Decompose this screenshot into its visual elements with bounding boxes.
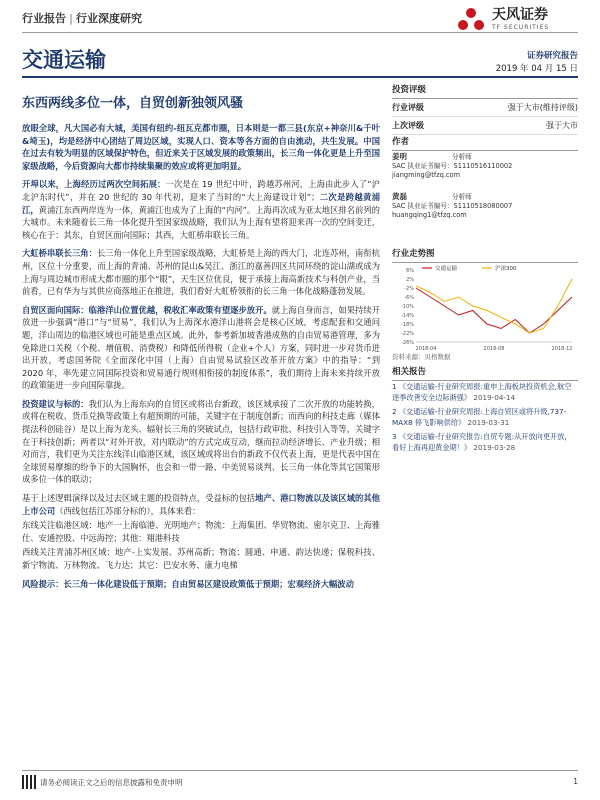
x-tick-label: 2018-08 xyxy=(483,346,505,352)
analyst-name: 姜明 xyxy=(392,152,407,161)
y-tick-label: -10% xyxy=(401,304,414,310)
trend-heading: 行业走势图 xyxy=(392,244,578,263)
title-rule xyxy=(22,76,578,78)
page-title: 交通运输 xyxy=(22,48,106,72)
trend-block xyxy=(392,244,578,263)
summary-text: 放眼全球，凡大国必有大城，美国有纽约-纽瓦克都市圈，日本则是一都三县(东京+神奈川&千叶&埼玉)，均是经济中心团结了周边区域，实现人口、资本等各方面的自由流动，共生发展。中国在过去有较为明显的区域保护特色，但近来关于区域发展的政策频出，长三角一体化更是上升至国家级战略，今后资源向大都市持续集聚的效应或将更加明显。 xyxy=(22,123,380,171)
analysts-block xyxy=(392,132,578,151)
related-title[interactable]: 1 《交通运输-行业研究周报:重申上海板块投资机会,航空逐季改善安全边际渐强》 xyxy=(392,382,572,402)
related-date: 2019-03-31 xyxy=(467,417,510,427)
related-date: 2019-03-28 xyxy=(473,442,516,452)
analyst-2 xyxy=(392,192,578,220)
legend-label: 交通运输 xyxy=(435,266,458,272)
paragraph-risk xyxy=(22,578,380,591)
disclaimer-text: 请务必阅读正文之后的信息披露和免责申明 xyxy=(40,778,183,787)
targets-east: 东线关注临港区域：地产一上海临港、光明地产；物流：上海集团、华贸物流、密尔克卫、上海雅仕、安通控股、中远海控；其他：翔港科技 xyxy=(22,520,380,543)
space-text: 一次是在 19 世纪中叶，跨越苏州河，上海由此步入了“沪北沪东时代”，并在 20 世纪的 30 年代初，迎来了当时的“大上海建设计划”； xyxy=(22,179,380,202)
rating-heading: 投资评级 xyxy=(392,80,578,99)
analyst-1 xyxy=(392,152,578,180)
report-subtitle: 东西两线多位一体，自贸创新独领风骚 xyxy=(22,96,244,111)
paragraph-space xyxy=(22,178,380,241)
hongqiao-text: 长三角一体化上升至国家级战略，大虹桥是上海的西大门，北连苏州，南衔杭州，区位十分重要，而上海的青浦、苏州的昆山&吴江、浙江的嘉善四区共同环绕的淀山湖或成为上海与周边城市形成大都市圈的那个“眼”，天生区位优良，便于承接上海高新技术与科创产业，当前看，已有华为与其供应商落地正在推进，我们看好大虹桥领衔的长三角一体化战略蓬勃发展。 xyxy=(22,248,380,297)
analyst-role: 分析师 xyxy=(452,193,472,201)
header-rule xyxy=(22,32,578,33)
y-tick-label: 6% xyxy=(406,268,414,274)
footer xyxy=(22,770,578,790)
targets-lead: 地产、港口物流以及该区域的其他上市公司 xyxy=(22,493,380,516)
report-type: 证券研究报告 xyxy=(526,51,578,61)
page-number: 1 xyxy=(573,777,578,786)
risk-text: 长三角一体化建设低于预期；自由贸易区建设政策低于预期；宏观经济大幅波动 xyxy=(63,578,354,589)
y-tick-label: -22% xyxy=(401,331,414,337)
x-tick-label: 2018-04 xyxy=(415,346,437,352)
logo-icon xyxy=(458,8,488,34)
analyst-role: 分析师 xyxy=(452,153,472,161)
y-tick-label: -26% xyxy=(401,340,414,346)
ftz-text: 就上海自身而言，如果持续开放进一步强调“港口”与“贸易”，我们认为上海深水港洋山港将会是核心区域，考虑配套和交通问题，洋山周边的临港区域也可能是重点区域。此外，参考新加坡香港成熟的自由贸易港管理，多为免除进口关税（个税、增值税、消费税）和降低所得税（企业+个人）方案，同时进一步对货币进出开放，考虑国务院《全面深化中国（上海）自由贸易试验区改革开放方案》中的指导：“到 2020 年，率先建立同国际投资和贸易通行规则相衔接的制度体系”，我们期待上海未来持续开放的政策能进一步向国际靠拢。 xyxy=(22,304,380,391)
logo-en: TF SECURITIES xyxy=(492,24,550,31)
y-tick-label: -14% xyxy=(401,313,414,319)
paragraph-ftz xyxy=(22,304,380,392)
logo-cn: 天风证券 xyxy=(492,7,548,23)
advice-lead: 投资建议与标的： xyxy=(22,398,89,409)
related-list xyxy=(392,382,578,453)
x-tick-label: 2018-12 xyxy=(551,346,573,352)
related-title[interactable]: 3 《交通运输-行业研究报告:自贸专题:从开放向更开放，看好上海再迎黄金期！》 xyxy=(392,432,572,452)
analyst-email[interactable]: huangqing1@tfzq.com xyxy=(392,211,467,219)
related-title[interactable]: 2 《交通运输-行业研究周报:上海自贸区或将升级,737-MAX8 停飞影响供给》 xyxy=(392,407,567,427)
main-body xyxy=(22,122,380,596)
rating-block xyxy=(392,80,578,135)
legend-label: 沪深300 xyxy=(495,266,517,272)
risk-lead: 风险提示： xyxy=(22,578,64,589)
y-tick-label: -18% xyxy=(401,322,414,328)
y-tick-label: -6% xyxy=(404,295,414,301)
paragraph-targets xyxy=(22,492,380,517)
rating-label: 行业评级 xyxy=(392,103,424,112)
y-tick-label: 2% xyxy=(406,277,414,283)
series-line xyxy=(416,279,572,333)
analyst-email[interactable]: jiangming@tfzq.com xyxy=(392,171,461,179)
targets-text: 基于上述逻辑演绎以及过去区域主题的投资特点，受益标的包括 xyxy=(22,493,256,504)
related-heading: 相关报告 xyxy=(392,362,578,381)
analyst-sac: SAC 执业证书编号：S1110518080007 xyxy=(392,202,513,210)
paragraph-advice xyxy=(22,398,380,486)
related-item[interactable] xyxy=(392,432,578,453)
paragraph-hongqiao xyxy=(22,247,380,297)
targets-west: 西线关注青浦苏州区域：地产-上实发展、苏州高新；物流：圆通、申通、韵达快递；保税科技、新宁物流、万林物流、飞力达；其它：巴安水务、康力电梯 xyxy=(22,547,380,570)
rating-value: 强于大市(维持评级) xyxy=(507,103,578,112)
related-block xyxy=(392,362,578,381)
rating-label: 上次评级 xyxy=(392,121,424,130)
hongqiao-lead: 大虹桥串联长三角： xyxy=(22,248,97,259)
analysts-heading: 作者 xyxy=(392,132,578,151)
space-lead2: 二次是跨越黄浦江， xyxy=(22,191,380,215)
advice-text: 我们认为上海东向的自贸区或将出台新政，该区域承接了二次开放的功能转换，或将在税收、货币兑换等政策上有超预期的可能，关键字在于制度创新；而西向的科技走廊（媒体提法科创硅谷）是以上海为龙头、辐射长三角的突破试点，包括行政审批、科技引入等等，关键字在于科技创新；两者以“对外开放，对内联动”的方式完成互动，继而拉动经济增长、产业升级；相对而言，我们更为关注东线洋山临港区域，该区域或将出台的新政不仅代表上海，更是代表中国在全球贸易摩擦的纷争下的大国胸怀，也会和一带一路、中美贸易谈判、长三角一体化等其它国策形成多位一体的联动； xyxy=(22,398,380,485)
related-date: 2019-04-14 xyxy=(473,392,516,402)
analyst-sac: SAC 执业证书编号：S1110516110002 xyxy=(392,162,513,170)
analyst-name: 黄磊 xyxy=(392,192,407,201)
targets-text2: （西线包括江苏部分标的），具体来看： xyxy=(55,505,201,516)
related-item[interactable] xyxy=(392,382,578,403)
series-line xyxy=(416,288,572,333)
paragraph-summary xyxy=(22,122,380,172)
rating-row-current xyxy=(392,99,578,117)
report-date: 2019 年 04 月 15 日 xyxy=(495,64,578,74)
ftz-lead: 自贸区面向国际：临港洋山位置优越，税收汇率政策有望逐步放开。 xyxy=(22,304,272,315)
rating-value: 强于大市 xyxy=(546,121,578,130)
report-header: 行业报告 | 行业深度研究 xyxy=(22,12,143,25)
report-category: 行业报告 xyxy=(22,12,66,25)
space-lead: 开埠以来，上海经历过两次空间拓展： xyxy=(22,179,166,190)
trend-source: 资料来源：贝格数据 xyxy=(392,353,451,361)
space-text2: 黄浦江东西两岸连为一体，黄浦江也成为了上海的“内河”。上海再次成为亚太地区排名前列的大城市。未来随着长三角一体化提升至国家级战略，我们认为上海有望将迎来再一次的空间变迁，核心在于：其东，自贸区面向国际；其西，大虹桥串联长三角。 xyxy=(22,204,380,240)
report-subcategory: 行业深度研究 xyxy=(76,12,143,25)
related-item[interactable] xyxy=(392,407,578,428)
y-tick-label: -2% xyxy=(404,286,414,292)
trend-chart xyxy=(392,262,578,354)
